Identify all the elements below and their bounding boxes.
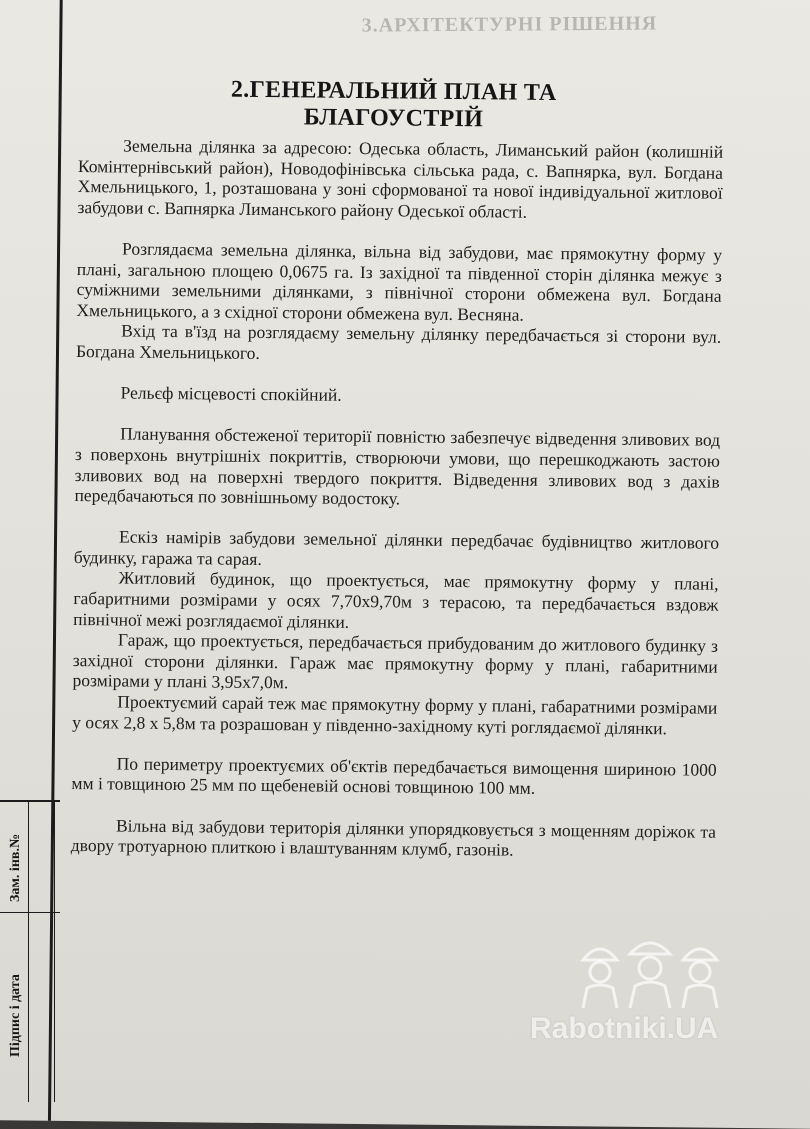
stamp-divider bbox=[54, 802, 55, 1102]
title-block-stamp bbox=[0, 800, 60, 1102]
paragraph-garage: Гараж, що проектується, передбачається прибудованим до житлового будинку з західної сторони ділянки. Гараж має прямокутну форму у плані, габаритними розмірами у плані 3,95х7,0м. bbox=[72, 629, 719, 693]
paragraph-sketch-intent: Ескіз намірів забудови земельної ділянки передбачає будівництво житлового будинку, гаража та сарая. bbox=[73, 526, 720, 569]
paragraph-plot-description: Розглядаєма земельна ділянка, вільна від забудови, має прямокутну форму у плані, загальною площею 0,0675 га. Із західної та південної сторін ділянка межує з суміжними земельними ділянками, з північної сторони обмежена вул. Богдана Хмельницького, а з східної сторони обмежена вул. Весняна. bbox=[76, 238, 723, 325]
stamp-inventory-label: Зам. інв.№ bbox=[8, 833, 23, 902]
paragraph-paving-perimeter: По периметру проектуємих об'єктів передбачається вимощення шириною 1000 мм і товщиною 25 мм по щебеневій основі товщиною 100 мм. bbox=[71, 753, 717, 799]
section-title: 2.ГЕНЕРАЛЬНИЙ ПЛАН ТА БЛАГОУСТРІЙ bbox=[230, 76, 557, 133]
paragraph-drainage: Планування обстеженої території повністю забезпечує відведення зливових вод з поверхонь внутрішніх покриттів, створюючи умови, що перешкоджають застою зливових вод на поверхні твердого покриття. Відведення зливових вод з дахів передбачаються по зовнішньому водостоку. bbox=[74, 423, 721, 509]
stamp-divider bbox=[0, 912, 60, 913]
paragraph-house: Житловий будинок, що проектується, має прямокутну форму у плані, габаритними розмірами у осях 7,70х9,70м з терасою, та передбачається вздовж північної межі розглядаємої ділянки. bbox=[73, 567, 719, 632]
paragraph-landscaping: Вільна від забудови територія ділянки упорядковується з мощенням доріжок та двору тротуарною плиткою і влаштуванням клумб, газонів. bbox=[70, 815, 717, 860]
section-body bbox=[71, 135, 724, 862]
paragraph-relief: Рельєф місцевості спокійний. bbox=[120, 382, 342, 405]
paragraph-address: Земельна ділянка за адресою: Одеська область, Лиманський район (колишній Комінтернівський район), Новодофінівська сільська рада, с. Вапнярка, вул. Богдана Хмельницького, 1, розташована у зоні сформованої та нової індивідуальної житлової забудови с. Вапнярка Лиманського району Одеської області. bbox=[77, 135, 724, 222]
next-page-header-showthrough: 3.АРХІТЕКТУРНІ РІШЕННЯ bbox=[361, 12, 658, 37]
paragraph-entrance: Вхід та в'їзд на розглядаєму земельну ділянку передбачається зі сторони вул. Богдана Хмельницького. bbox=[75, 320, 722, 363]
paragraph-shed: Проектуємий сарай теж має прямокутну форму у плані, габаратними розмірами у осях 2,8 х 5,8м та розрашован у південно-західному куті роглядаємої ділянки. bbox=[72, 691, 718, 738]
workers-logo-icon bbox=[575, 930, 725, 1010]
stamp-signature-label: Підпис і дата bbox=[8, 974, 23, 1057]
stamp-divider bbox=[28, 802, 29, 1102]
watermark-logo-text: Rabotniki.UA bbox=[530, 1012, 719, 1045]
